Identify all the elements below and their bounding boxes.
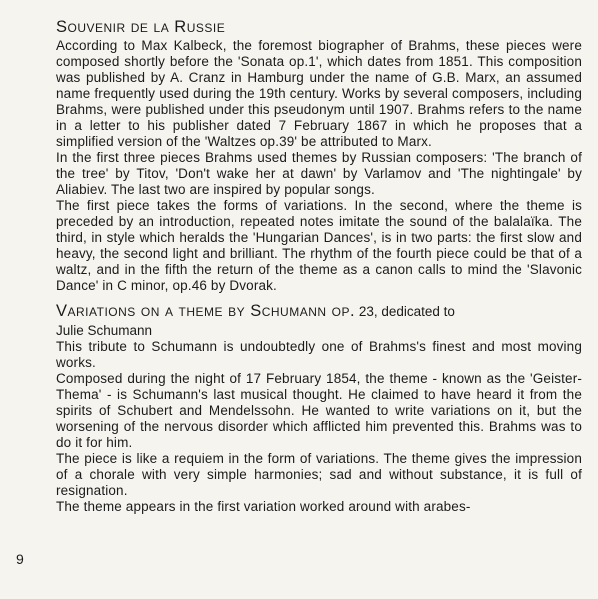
- paragraph: The first piece takes the forms of variations. In the second, where the theme is preceded by an introduction, repeated notes imitate the sound of the balalaïka. The third, in style which heralds the 'Hungarian Dances', is in two parts: the first slow and heavy, the second light and brilliant. The rhythm of the fourth piece could be that of a waltz, and in the fifth the return of the theme as a canon calls to mind the 'Slavonic Dance' in C minor, op.46 by Dvorak.: [56, 198, 582, 293]
- paragraph: In the first three pieces Brahms used themes by Russian composers: 'The branch of the tree' by Titov, 'Don't wake her at dawn' by Varlamov and 'The nightingale' by Aliabiev. The last two are inspired by popular songs.: [56, 150, 582, 197]
- section-schumann-variations: [56, 302, 582, 515]
- paragraph: According to Max Kalbeck, the foremost biographer of Brahms, these pieces were composed shortly before the 'Sonata op.1', which dates from 1851. This composition was published by A. Cranz in Hamburg under the name of G.B. Marx, an assumed name frequently used during the 19th century. Works by several composers, including Brahms, were published under this pseudonym until 1907. Brahms refers to the name in a letter to his publisher dated 7 February 1867 in which he proposes that a simplified version of the 'Waltzes op.39' be attributed to Marx.: [56, 38, 582, 149]
- section-heading-text: Souvenir de la Russie: [56, 18, 226, 36]
- section-souvenir-de-la-russie: [56, 18, 582, 294]
- section-heading: [56, 18, 582, 36]
- document-page: [56, 18, 582, 523]
- section-heading: [56, 302, 582, 321]
- section-heading-number: 23, dedicated to: [355, 304, 455, 319]
- paragraph: This tribute to Schumann is undoubtedly one of Brahms's finest and most moving works.: [56, 339, 582, 370]
- paragraph: The piece is like a requiem in the form of variations. The theme gives the impression of a chorale with very simple harmonies; sad and without substance, it is full of resignation.: [56, 451, 582, 498]
- section-heading-text: Variations on a theme by Schumann op.: [56, 302, 356, 320]
- dedication-line: Julie Schumann: [56, 323, 153, 338]
- paragraph: Composed during the night of 17 February 1854, the theme - known as the 'Geister-Thema' - is Schumann's last musical thought. He claimed to have heard it from the spirits of Schubert and Mendelssohn. He wanted to write variations on it, but the worsening of the nervous disorder which afflicted him prevented this. Brahms was to do it for him.: [56, 371, 582, 450]
- paragraph: The theme appears in the first variation worked around with arabes-: [56, 499, 471, 514]
- page-number: 9: [16, 551, 24, 567]
